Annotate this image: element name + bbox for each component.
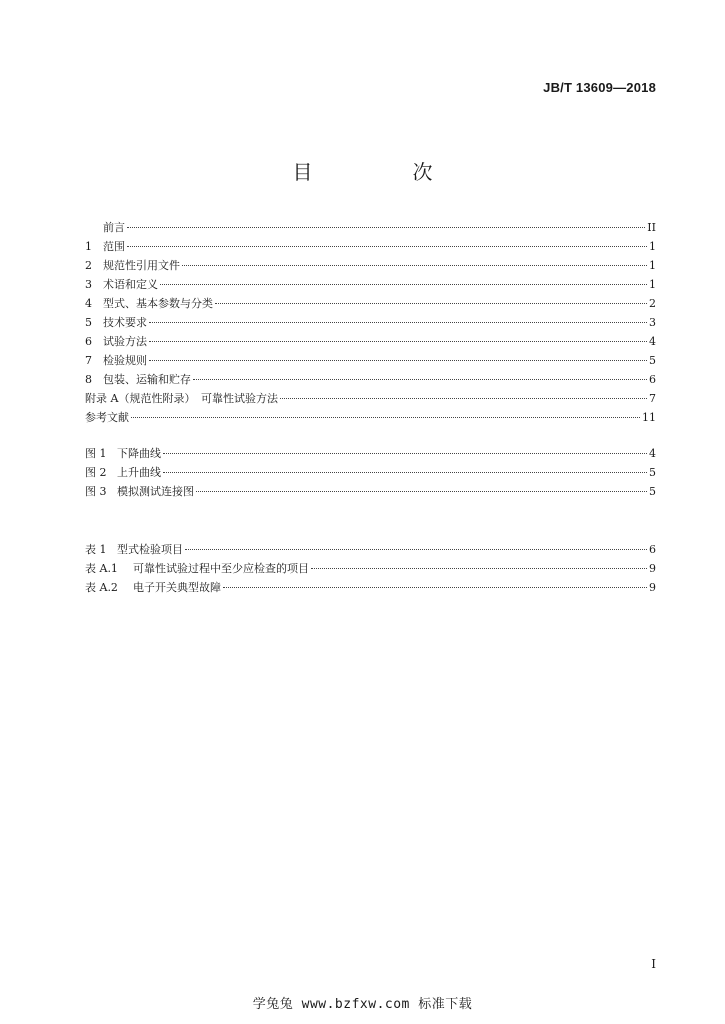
toc-leader-dots [163,471,647,473]
toc-entry[interactable] [85,294,656,313]
standard-number: JB/T 13609—2018 [543,80,656,95]
toc-entry[interactable] [85,351,656,370]
toc-leader-dots [160,283,647,285]
toc-entry-number: 表 A.1 [85,562,118,575]
toc-entry-page: 4 [649,447,656,460]
page-title: 目 次 [292,160,473,184]
toc-entry-number: 8 [85,373,92,386]
toc-entry-label: 前言 [103,221,125,234]
toc-entry-label: （规范性附录） 可靠性试验方法 [118,392,278,405]
toc-entry-page: II [647,221,656,234]
toc-entry-number: 6 [85,335,92,348]
toc-entry-label: 术语和定义 [103,278,158,291]
toc-figures-list [85,444,656,501]
toc-entry-label: 包装、运输和贮存 [103,373,191,386]
toc-entry-number: 2 [85,259,92,272]
toc-entry-number: 附录 A [85,392,119,405]
toc-entry-label: 型式、基本参数与分类 [103,297,213,310]
toc-tables-list [85,540,656,597]
toc-entry-page: 4 [649,335,656,348]
toc-entry-label: 电子开关典型故障 [133,581,221,594]
toc-entry-label: 参考文献 [85,411,129,424]
toc-leader-dots [182,264,647,266]
toc-entry-page: 9 [649,581,656,594]
toc-entry-number: 5 [85,316,92,329]
toc-entry-page: 2 [649,297,656,310]
toc-entry-label: 规范性引用文件 [103,259,180,272]
toc-main-list [85,218,656,427]
toc-entry-number: 表 A.2 [85,581,118,594]
toc-entry-page: 1 [649,240,656,253]
toc-entry-page: 6 [649,373,656,386]
toc-entry-label: 下降曲线 [117,447,161,460]
toc-leader-dots [193,378,647,380]
toc-entry[interactable] [85,218,656,237]
toc-leader-dots [163,452,647,454]
page-number: I [651,957,656,971]
toc-entry[interactable] [85,275,656,294]
toc-entry[interactable] [85,370,656,389]
toc-leader-dots [127,245,647,247]
footer-watermark: 学兔兔 www.bzfxw.com 标准下载 [252,997,473,1012]
toc-table-entry[interactable] [85,578,656,597]
toc-entry-number: 3 [85,278,92,291]
toc-leader-dots [215,302,647,304]
toc-entry-number: 1 [85,240,92,253]
toc-entry[interactable] [85,256,656,275]
toc-entry-page: 11 [642,411,656,424]
toc-leader-dots [149,321,647,323]
toc-entry-number: 图 3 [85,485,107,498]
toc-entry-label: 模拟测试连接图 [117,485,194,498]
toc-figure-entry[interactable] [85,463,656,482]
toc-figure-entry[interactable] [85,444,656,463]
toc-entry-number: 图 2 [85,466,107,479]
toc-entry-page: 1 [649,259,656,272]
toc-leader-dots [149,340,647,342]
toc-entry-page: 9 [649,562,656,575]
toc-entry[interactable] [85,408,656,427]
toc-entry-label: 检验规则 [103,354,147,367]
toc-entry-label: 上升曲线 [117,466,161,479]
toc-table-entry[interactable] [85,540,656,559]
toc-leader-dots [185,548,647,550]
toc-entry-page: 5 [649,485,656,498]
toc-entry-number: 表 1 [85,543,107,556]
toc-entry-number: 7 [85,354,92,367]
toc-leader-dots [149,359,647,361]
toc-entry-page: 1 [649,278,656,291]
toc-entry-page: 6 [649,543,656,556]
toc-entry[interactable] [85,237,656,256]
toc-leader-dots [131,416,640,418]
toc-entry-page: 5 [649,466,656,479]
toc-leader-dots [223,586,647,588]
toc-entry[interactable] [85,313,656,332]
toc-leader-dots [127,226,645,228]
toc-leader-dots [280,397,647,399]
toc-entry-label: 试验方法 [103,335,147,348]
toc-entry-number: 图 1 [85,447,107,460]
toc-entry-label: 可靠性试验过程中至少应检查的项目 [133,562,309,575]
toc-table-entry[interactable] [85,559,656,578]
toc-entry[interactable] [85,332,656,351]
toc-entry[interactable] [85,389,656,408]
toc-entry-number: 4 [85,297,92,310]
toc-leader-dots [196,490,647,492]
toc-figure-entry[interactable] [85,482,656,501]
toc-entry-label: 技术要求 [103,316,147,329]
toc-entry-page: 7 [649,392,656,405]
toc-entry-label: 型式检验项目 [117,543,183,556]
toc-leader-dots [311,567,647,569]
toc-entry-page: 3 [649,316,656,329]
toc-entry-label: 范围 [103,240,125,253]
toc-entry-page: 5 [649,354,656,367]
